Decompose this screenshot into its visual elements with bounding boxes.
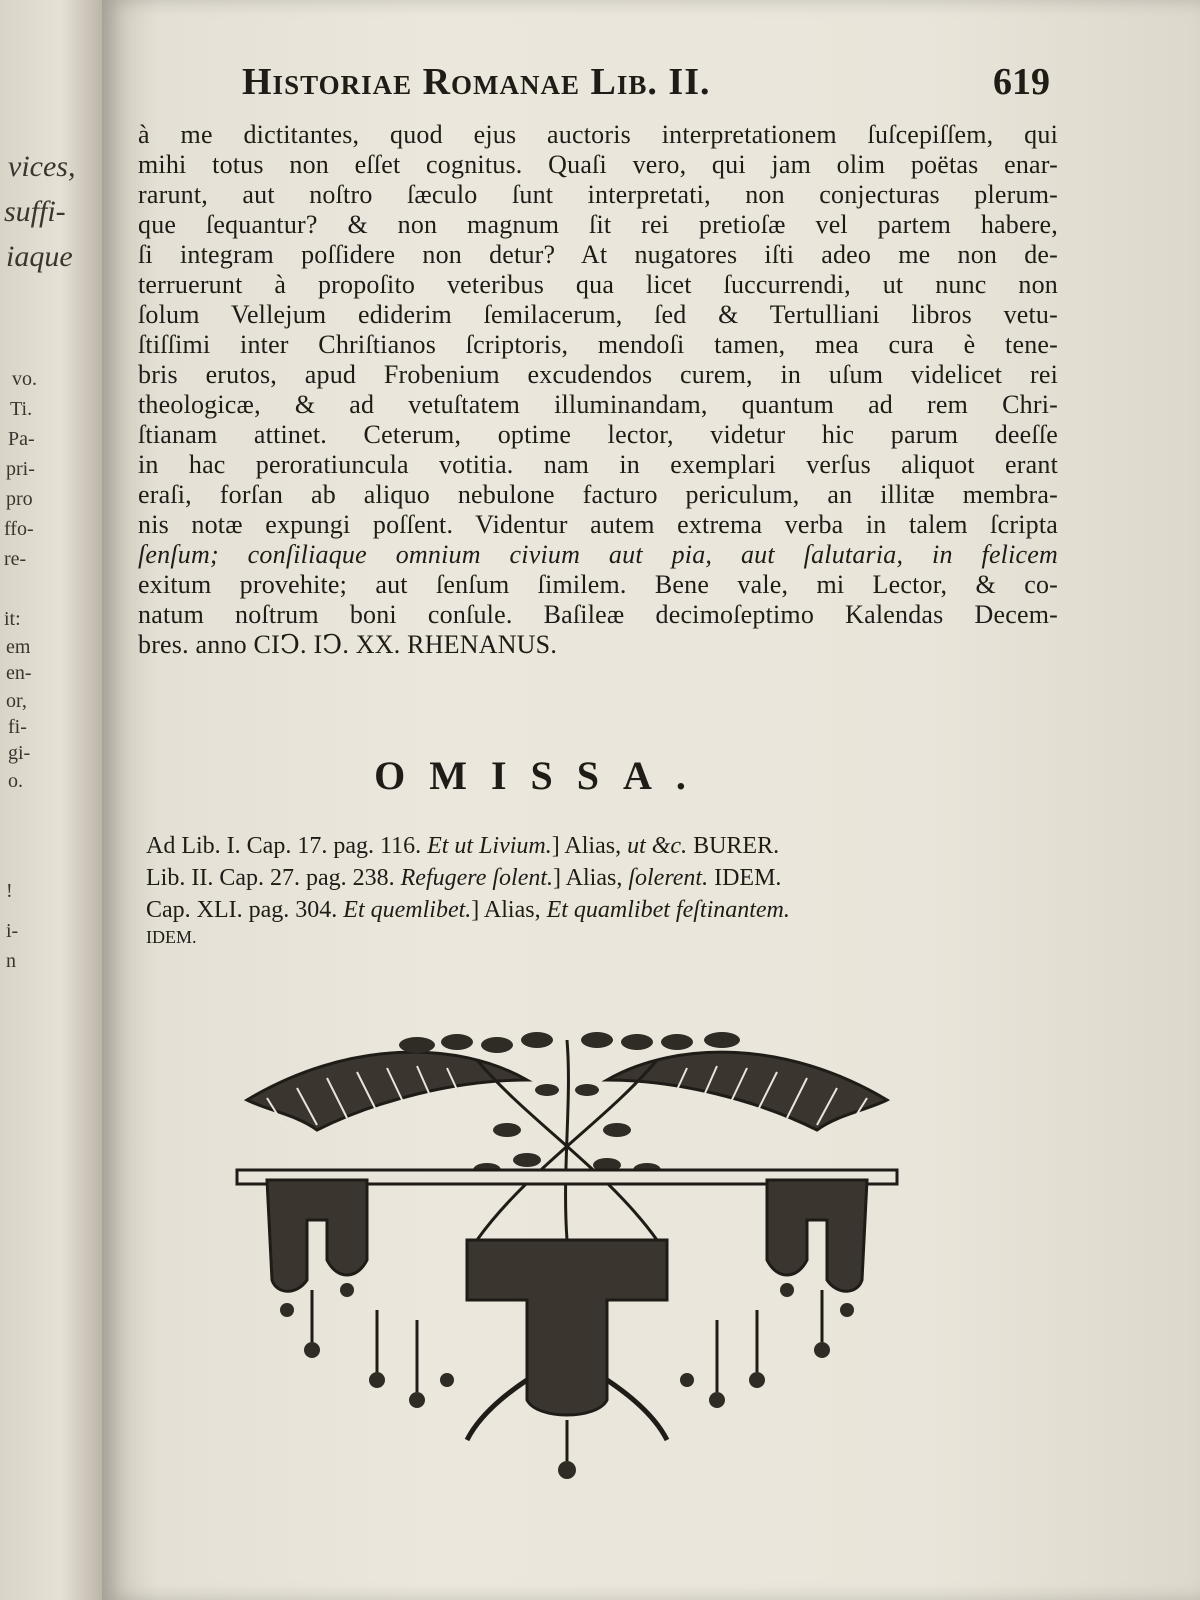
entry-note: ] Alias, [471, 897, 541, 923]
left-page-fragment: Pa- [8, 428, 35, 450]
text-line: terruerunt à propoſito veteribus qua licet ſuccurrendi, ut nunc non [138, 270, 1058, 299]
text-line: theologicæ, & ad vetuſtatem illuminandam, quantum ad rem Chri- [138, 390, 1058, 419]
book-page [102, 0, 1200, 1600]
running-title: Historiae Romanae Lib. II. [242, 61, 711, 103]
omissa-entry [146, 830, 1046, 862]
running-header [242, 60, 1050, 108]
text-line: bres. anno CIↃ. IↃ. XX. RHENANUS. [138, 630, 558, 659]
text-line: ſi integram poſſidere non detur? At nugatores iſti adeo me non de- [138, 240, 1058, 269]
text-line: bris erutos, apud Frobenium excudendos curem, in uſum videlicet rei [138, 360, 1058, 389]
entry-reference: Cap. XLI. pag. 304. [146, 897, 338, 923]
left-facing-page [0, 0, 110, 1600]
text-line: mihi totus non eſſet cognitus. Quaſi vero, qui jam olim poëtas enar- [138, 150, 1058, 179]
entry-variant: ut &c. [627, 833, 688, 859]
entry-reference: Ad Lib. I. Cap. 17. pag. 116. [146, 833, 422, 859]
entry-author: BURER. [693, 833, 780, 859]
left-page-fragment: vo. [12, 368, 37, 390]
text-line: ſtianam attinet. Ceterum, optime lector, videtur hic parum deeſſe [138, 420, 1058, 449]
left-page-fragment: gi- [8, 742, 31, 764]
left-page-fragment: n [6, 950, 16, 972]
left-page-fragment: it: [4, 608, 21, 630]
omissa-entry [146, 894, 1046, 926]
page-number: 619 [993, 61, 1050, 103]
entry-note: ] Alias, [551, 833, 622, 859]
left-page-fragment: fi- [8, 716, 27, 738]
text-line: rarunt, aut noſtro ſæculo ſunt interpretati, non conjecturas plerum- [138, 180, 1058, 209]
entry-quote: Et ut Livium. [427, 833, 552, 859]
entry-quote: Refugere ſolent. [400, 865, 554, 891]
text-line: in hac peroratiuncula votitia. nam in exemplari verſus aliquot erant [138, 450, 1058, 479]
text-line: ſolum Vellejum ediderim ſemilacerum, ſed & Tertulliani libros vetu- [138, 300, 1058, 329]
body-paragraph [138, 120, 1058, 660]
text-line: nis notæ expungi poſſent. Videntur autem extrema verba in talem ſcripta [138, 510, 1058, 539]
text-line: ſtiſſimi inter Chriſtianos ſcriptoris, mendoſi tamen, mea cura è tene- [138, 330, 1058, 359]
text-line: que ſequantur? & non magnum ſit rei pretioſæ vel partem habere, [138, 210, 1058, 239]
left-page-fragment: en- [6, 662, 32, 684]
entry-author: IDEM. [146, 927, 197, 947]
left-page-fragment: Ti. [10, 398, 33, 420]
left-page-fragment: pri- [6, 458, 35, 480]
left-page-fragment: suffi- [4, 195, 66, 228]
left-page-fragment: re- [4, 548, 27, 570]
omissa-entry [146, 862, 1046, 894]
left-page-fragment: pro [6, 488, 33, 510]
left-page-fragment: o. [8, 770, 23, 792]
left-page-fragment: i- [6, 920, 19, 942]
tailpiece-ornament-icon [227, 1020, 907, 1500]
text-line: à me dictitantes, quod ejus auctoris interpretationem ſuſcepiſſem, qui [138, 120, 1058, 149]
entry-reference: Lib. II. Cap. 27. pag. 238. [146, 865, 395, 891]
text-line: natum noſtrum boni conſule. Baſileæ decimoſeptimo Kalendas Decem- [138, 600, 1058, 629]
left-page-fragment: vices, [8, 150, 76, 183]
entry-quote: Et quemlibet. [343, 897, 472, 923]
section-heading: OMISSA. [374, 753, 710, 798]
left-page-fragment: em [6, 636, 31, 658]
entry-variant: ſolerent. [628, 865, 709, 891]
entry-note: ] Alias, [553, 865, 623, 891]
left-page-fragment: ! [6, 880, 13, 902]
text-line: exitum provehite; aut ſenſum ſimilem. Bene vale, mi Lector, & co- [138, 570, 1058, 599]
text-line: ſenſum; conſiliaque omnium civium aut pia, aut ſalutaria, in felicem [138, 540, 1058, 569]
omissa-list [146, 830, 1046, 948]
text-line: eraſi, forſan ab aliquo nebulone facturo periculum, an illitæ membra- [138, 480, 1058, 509]
entry-variant: Et quamlibet feſtinantem. [546, 897, 790, 923]
left-page-fragment: or, [6, 690, 27, 712]
entry-author: IDEM. [714, 865, 782, 891]
left-page-fragment: ffo- [4, 518, 34, 540]
left-page-fragment: iaque [6, 240, 73, 273]
